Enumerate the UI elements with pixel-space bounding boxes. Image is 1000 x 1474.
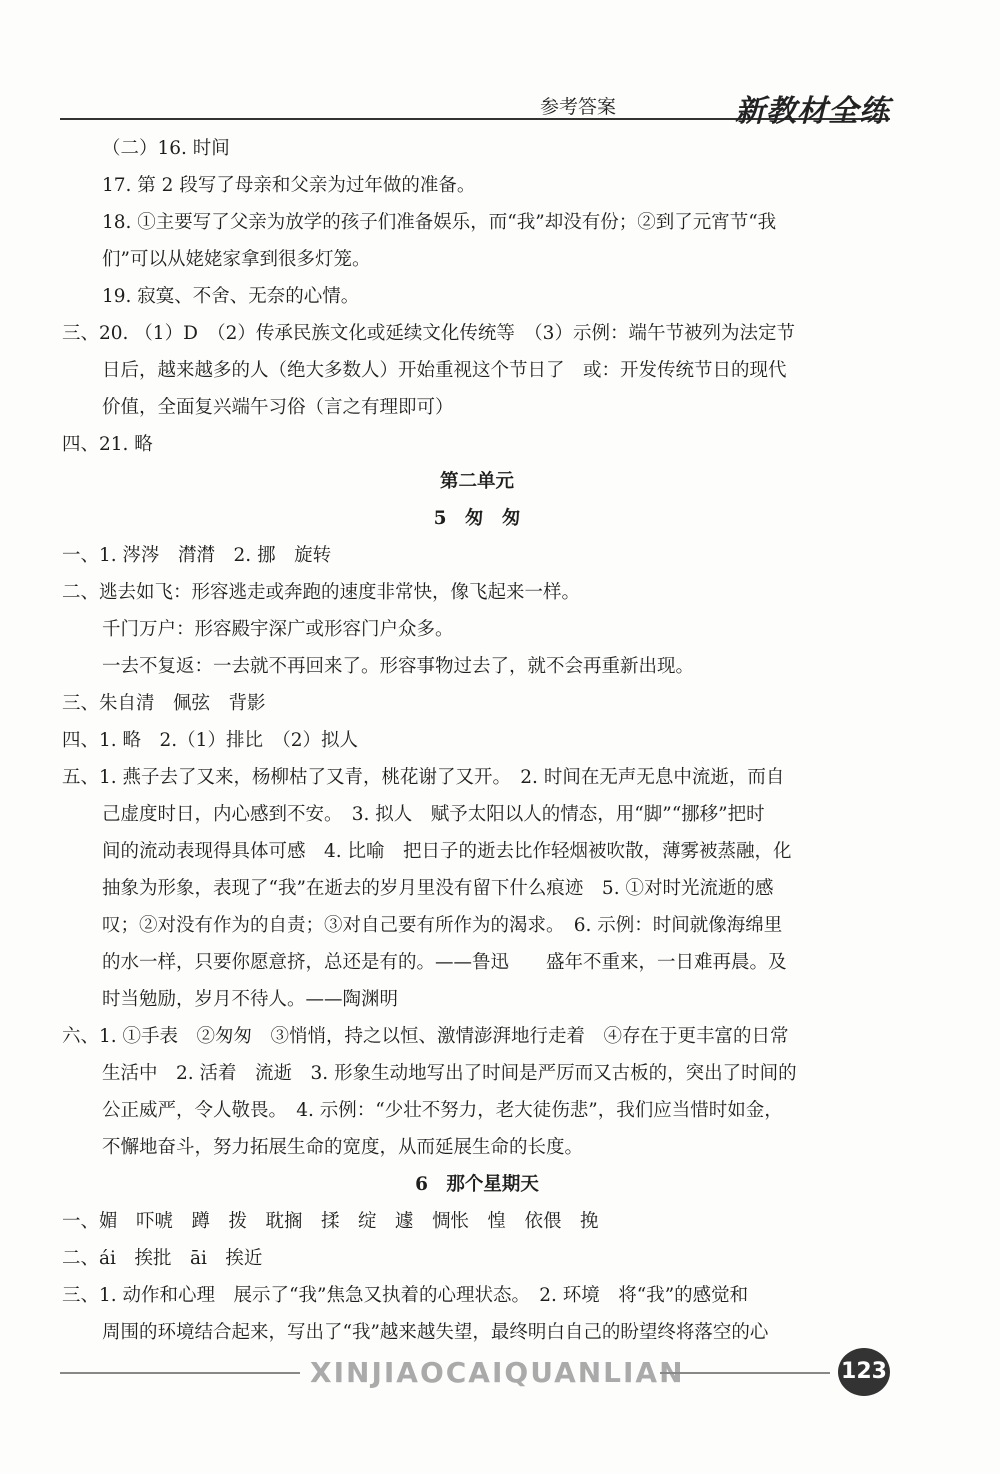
answer-line: 抽象为形象，表现了“我”在逝去的岁月里没有留下什么痕迹 5. ①对时光流逝的感: [102, 878, 774, 899]
footer-brand-text: XINJIAOCAIQUANLIAN: [310, 1356, 685, 1389]
header-brand-logo: 新教材全练: [735, 94, 890, 129]
answer-line: 一、1. 涔涔 潸潸 2. 挪 旋转: [62, 545, 332, 566]
section-heading: 第二单元: [439, 471, 514, 492]
answer-line: 己虚度时日，内心感到不安。 3. 拟人 赋予太阳以人的情态，用“脚”“挪移”把时: [102, 804, 765, 825]
answer-line: 时当勉励，岁月不待人。——陶渊明: [102, 989, 399, 1010]
answer-line: 们”可以从姥姥家拿到很多灯笼。: [102, 249, 371, 270]
answer-line: 四、1. 略 2.（1）排比 （2）拟人: [62, 730, 358, 751]
answer-line: 三、1. 动作和心理 展示了“我”焦急又执着的心理状态。 2. 环境 将“我”的感觉和: [62, 1285, 749, 1306]
answer-line: 间的流动表现得具体可感 4. 比喻 把日子的逝去比作轻烟被吹散，薄雾被蒸融，化: [102, 841, 792, 862]
page-number: 123: [838, 1348, 890, 1396]
answer-line: （二）16. 时间: [102, 138, 230, 159]
footer-rule-left: [60, 1372, 300, 1374]
section-heading: 5 匆 匆: [433, 508, 521, 529]
answer-line: 17. 第 2 段写了母亲和父亲为过年做的准备。: [102, 175, 476, 196]
answer-line: 三、朱自清 佩弦 背影: [62, 693, 266, 714]
answer-line: 二、ái 挨批 āi 挨近: [62, 1248, 263, 1269]
answer-line: 一去不复返：一去就不再回来了。形容事物过去了，就不会再重新出现。: [102, 656, 695, 677]
answer-line: 五、1. 燕子去了又来，杨柳枯了又青，桃花谢了又开。 2. 时间在无声无息中流逝，而自: [62, 767, 785, 788]
answer-line: 价值，全面复兴端午习俗（言之有理即可）: [102, 397, 454, 418]
answer-line: 三、20. （1）D （2）传承民族文化或延续文化传统等 （3）示例：端午节被列为法定节: [62, 323, 795, 344]
page-footer: [60, 1348, 890, 1398]
answer-line: 生活中 2. 活着 流逝 3. 形象生动地写出了时间是严厉而又古板的，突出了时间的: [102, 1063, 797, 1084]
answer-line: 18. ①主要写了父亲为放学的孩子们准备娱乐，而“我”却没有份；②到了元宵节“我: [102, 212, 777, 233]
answer-line: 四、21. 略: [62, 434, 153, 455]
answer-line: 六、1. ①手表 ②匆匆 ③悄悄，持之以恒、激情澎湃地行走着 ④存在于更丰富的日常: [62, 1026, 789, 1047]
answer-line: 日后，越来越多的人（绝大多数人）开始重视这个节日了 或：开发传统节日的现代: [102, 360, 787, 381]
answer-content: [62, 130, 892, 1351]
answer-line: 二、逃去如飞：形容逃走或奔跑的速度非常快，像飞起来一样。: [62, 582, 581, 603]
page-header: [60, 86, 890, 129]
footer-rule-right: [660, 1372, 830, 1374]
answer-line: 不懈地奋斗，努力拓展生命的宽度，从而延展生命的长度。: [102, 1137, 584, 1158]
answer-line: 一、媚 吓唬 蹲 拨 耽搁 揉 绽 遽 惆怅 惶 依偎 挽: [62, 1211, 599, 1232]
answer-line: 叹；②对没有作为的自责；③对自己要有所作为的渴求。 6. 示例：时间就像海绵里: [102, 915, 783, 936]
answer-line: 千门万户：形容殿宇深广或形容门户众多。: [102, 619, 454, 640]
header-label: 参考答案: [540, 96, 617, 118]
answer-line: 的水一样，只要你愿意挤，总还是有的。——鲁迅 盛年不重来，一日难再晨。及: [102, 952, 787, 973]
section-heading: 6 那个星期天: [415, 1174, 539, 1195]
answer-line: 公正威严，令人敬畏。 4. 示例：“少壮不努力，老大徒伤悲”，我们应当惜时如金，: [102, 1100, 783, 1121]
answer-line: 19. 寂寞、不舍、无奈的心情。: [102, 286, 360, 307]
answer-line: 周围的环境结合起来，写出了“我”越来越失望，最终明白自己的盼望终将落空的心: [102, 1322, 769, 1343]
